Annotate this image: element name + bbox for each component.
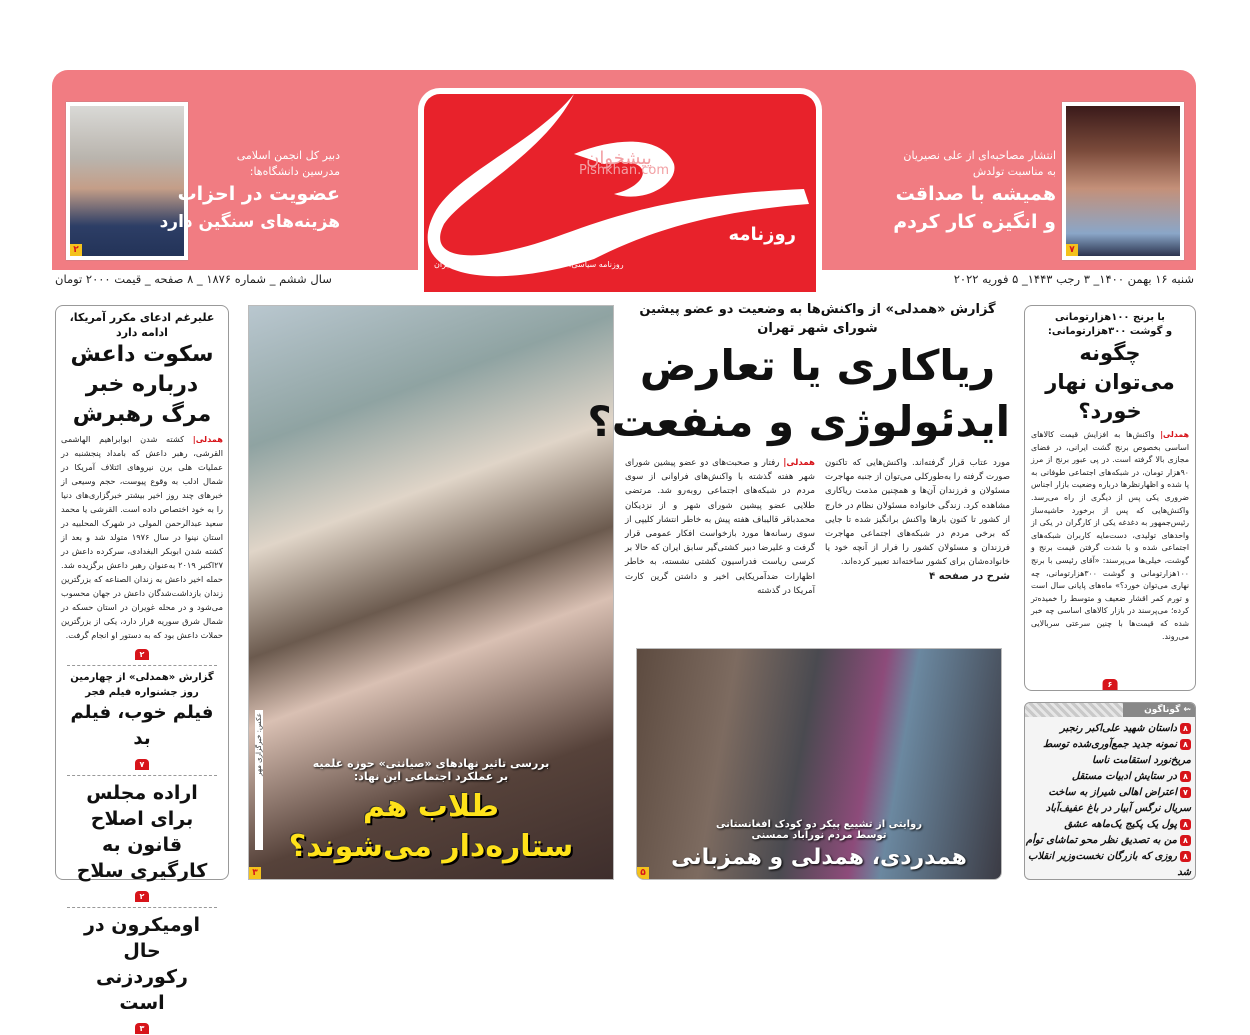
photo-caption: [249, 757, 613, 867]
tag: همدلی|: [192, 434, 223, 444]
lead-story[interactable]: [61, 310, 223, 661]
kicker: انتشار مصاحبه‌ای از علی نصیریان: [903, 149, 1056, 162]
divider: [67, 665, 217, 666]
page-badge: ۲: [70, 244, 82, 256]
misc-item[interactable]: [1025, 849, 1195, 880]
item-text: نمونه جدید جمع‌آوری‌شده توسط مریخ‌نورد استقامت ناسا: [1042, 739, 1191, 766]
misc-item[interactable]: [1025, 833, 1195, 849]
page-badge: ۵: [637, 867, 649, 879]
headline: طلاب هم: [363, 789, 499, 824]
left-header-photo: [66, 102, 188, 260]
main-headline: ایدئولوژی و منفعت؟: [587, 397, 1010, 446]
logo-prefix: روزنامه: [728, 224, 796, 245]
item-text: در ستایش ادبیات مستقل: [1071, 771, 1177, 782]
section-title-text: گوناگون: [1144, 705, 1181, 715]
headline: اراده مجلس برای اصلاح قانون به کارگیری سلاح: [76, 782, 208, 882]
headline: فیلم خوب، فیلم بد: [70, 702, 214, 749]
right-header-photo: [1062, 102, 1184, 260]
page-badge: ۲: [135, 891, 150, 902]
left-column: [55, 305, 229, 1033]
tag: همدلی|: [783, 458, 816, 468]
headline: ستاره‌دار می‌شوند؟: [288, 829, 574, 864]
headline: همدردی، همدلی و همزبانی: [671, 845, 967, 870]
svg-text:Pishkhan.com: Pishkhan.com: [578, 163, 670, 178]
photo-credit: عکس: خبرگزاری مهر: [255, 710, 263, 850]
issue-date: شنبه ۱۶ بهمن ۱۴۰۰_ ۳ رجب ۱۴۴۳_ ۵ فوریه ۲۰۲۲: [953, 272, 1194, 286]
page-badge: ۷: [135, 759, 150, 770]
page-badge: ۲: [135, 649, 150, 660]
news-item[interactable]: [61, 780, 223, 903]
page-badge: ۷: [1066, 244, 1078, 256]
newspaper-logo: [418, 88, 822, 292]
story-photo[interactable]: [636, 648, 1002, 880]
misc-item[interactable]: [1025, 785, 1195, 817]
issue-info: سال ششم _ شماره ۱۸۷۶ _ ۸ صفحه _ قیمت ۲۰۰۰ تومان: [55, 272, 332, 286]
item-text: من به تصدیق نظر محو تماشای توأم: [1025, 835, 1177, 846]
kicker: روایتی از تشییع پیکر دو کودک افغانستانی: [715, 819, 923, 830]
page-number: ۷: [1180, 787, 1191, 798]
headline: عضویت در احزاب: [177, 183, 340, 205]
divider: [67, 907, 217, 908]
page-badge: ۳: [249, 867, 261, 879]
body-text: کشته شدن ابوابراهیم الهاشمی القرشی، رهبر داعش که بامداد پنجشنبه در عملیات هلی برن نیروهای ائتلاف آمریکا در شمال ادلب به وقوع پیوست، حجم وسیعی از خبرهای چند روز اخیر بیشتر خبرگزاری‌های دنیا را به خود اختصاص داده است. القرشی یا محمد سعید عبدالرحمن المولی در شهرک المحلبیه در استان نینوا در سال ۱۹۷۶ متولد شد و بعد از کشته شدن ابوبکر البغدادی، سرکرده داعش در ۲۷اکتبر ۲۰۱۹ به‌عنوان رهبر داعش برگزیده شد. حمله اخیر داعش به زندان الصناعه که بزرگترین زندان بازداشت‌شدگان داعش در جهان محسوب می‌شود و در محله غویران در استان حسکه در شمال شرق سوریه قرار دارد، یکی از بزرگترین حملات داعش بود که به دستور او انجام گرفت.: [61, 434, 223, 640]
kicker: و گوشت ۳۰۰هزارتومانی:: [1047, 326, 1173, 337]
headline: چگونه می‌توان نهار خورد؟: [1045, 341, 1175, 423]
kicker: مدرسین دانشگاه‌ها:: [249, 165, 340, 178]
center-photo-story[interactable]: [248, 305, 614, 880]
page-number: ۸: [1180, 851, 1191, 862]
page-badge: ۶: [1103, 679, 1118, 690]
main-story[interactable]: [587, 300, 1010, 598]
photo-caption: [637, 819, 1001, 875]
misc-item[interactable]: [1025, 721, 1195, 737]
body-text: رفتار و صحبت‌های دو عضو پیشین شورای شهر هفته گذشته با واکنش‌های فراوانی از سوی مردم در شبکه‌های اجتماعی روبه‌رو شد. مرتضی طلایی عضو پیشین شورای شهر و از نزدیکان محمدباقر قالیباف هفته پیش به خاطر انتشار کلیپی از سوی رسانه‌ها مورد بازخواست افکار عمومی قرار گرفت و علیرضا دبیر کشتی‌گیر سابق ایران که حالا بر کرسی ریاست فدراسیون کشتی نشسته، به خاطر اظهارات ضدآمریکایی اخیر و داشتن گرین کارت آمریکا در گذشته: [625, 458, 815, 596]
headline: همیشه با صداقت: [895, 183, 1056, 205]
item-text: پول یک پکیج یک‌ماهه عشق: [1064, 819, 1177, 830]
kicker: گزارش «همدلی» از واکنش‌ها به وضعیت دو عضو پیشین: [639, 302, 996, 317]
right-column-story[interactable]: [1024, 305, 1196, 691]
section-title: ⇜ گوناگون: [1123, 703, 1195, 717]
kicker: شورای شهر تهران: [757, 321, 878, 336]
miscellany-box: [1024, 702, 1196, 880]
page-number: ۸: [1180, 723, 1191, 734]
kicker: دبیر کل انجمن اسلامی: [236, 149, 340, 162]
misc-item[interactable]: [1025, 737, 1195, 769]
body-text: مورد عتاب قرار گرفته‌اند. واکنش‌هایی که تاکنون صورت گرفته را به‌طورکلی می‌توان از جنبه مهاجرت مسئولان و فرزندان آن‌ها و همچنین مذمت ریاکاری مشاهده کرد. زندگی خانواده مسئولان نظام در خارج از کشور تا کنون بارها واکنش برانگیز شده تا جایی که برخی مردم در شبکه‌های اجتماعی مهاجرت فرزندان و مسئولان کشور را فرار از آنچه خود یا خانواده‌شان برای کشور ساخته‌اند تعبیر کرده‌اند.: [825, 458, 1010, 568]
kicker: به مناسبت تولدش: [972, 165, 1056, 178]
news-item[interactable]: [61, 912, 223, 1035]
kicker: توسط مردم نورآباد ممسنی: [751, 830, 887, 841]
page-number: ۸: [1180, 739, 1191, 750]
page-number: ۸: [1180, 819, 1191, 830]
header-right-story[interactable]: [880, 148, 1056, 236]
headline: اومیکرون در حال رکوردزنی است: [83, 914, 201, 1014]
headline: هزینه‌های سنگین دارد: [159, 212, 340, 232]
kicker: علیرغم ادعای مکرر آمریکا، ادامه دارد: [69, 311, 215, 339]
logo-subtitle: روزنامه سیاسی، اقتصادی، اجتماعی و فرهنگی صبح ایران: [434, 260, 624, 269]
item-text: اعتراض اهالی شیراز به ساخت سریال نرگس آبیار در باغ عفیف‌آباد: [1045, 787, 1191, 814]
continued-link[interactable]: شرح در صفحه ۴: [929, 570, 1010, 582]
main-headline: ریاکاری یا تعارض: [639, 341, 996, 390]
svg-text:پیشخوان: پیشخوان: [586, 148, 652, 169]
kicker: بر عملکرد اجتماعی این نهاد:: [353, 770, 509, 783]
news-item[interactable]: [61, 670, 223, 771]
misc-item[interactable]: [1025, 817, 1195, 833]
headline: سکوت داعش درباره خبر مرگ رهبرش: [70, 342, 214, 427]
misc-item[interactable]: [1025, 769, 1195, 785]
item-text: روزی که بازرگان نخست‌وزیر انقلاب شد: [1028, 851, 1191, 878]
kicker: با برنج ۱۰۰هزارتومانی: [1055, 312, 1165, 323]
page-number: ۸: [1180, 771, 1191, 782]
headline: و انگیزه کار کردم: [893, 211, 1056, 233]
kicker: گزارش «همدلی» از چهارمین روز جشنواره فیلم فجر: [70, 672, 214, 698]
item-text: داستان شهید علی‌اکبر رنجبر: [1059, 723, 1177, 734]
header-left-story[interactable]: [159, 148, 340, 236]
body-text: واکنش‌ها به افزایش قیمت کالاهای اساسی بخصوص برنج گشت ایرانی، در فضای مجازی بالا گرفته است. در پی عبور برنج از مرز ۹۰هزار تومان، در شبکه‌های اجتماعی طوفانی به پا شده و اظهارنظرها درباره وضعیت بازار اجناس ضروری یکی پس از دیگری از راه می‌رسد. واکنش‌هایی که پس از برخورد حاشیه‌ساز رئیس‌جمهور به دغدغه یکی از کارگران در یکی از واحدهای تولیدی، دست‌مایه کاربران شبکه‌های اجتماعی شده و با شدت گرفتن قیمت برنج و گوشت، خیلی‌ها می‌پرسند: «آقای رئیسی با برنج ۱۰۰هزارتومانی و گوشت ۳۰۰هزارتومانی، چه نهاری می‌توان خورد؟» ماه‌های پایانی سال است و تورم کمر اقشار ضعیف و متوسط را خمیده‌تر کرده؛ می‌پرسند در بازار کالاهای اساسی چه خبر شده که قیمت‌ها با چنین سرعتی سربالایی می‌روند.: [1031, 430, 1189, 641]
tag: همدلی|: [1160, 430, 1189, 439]
page-badge: ۳: [135, 1023, 150, 1034]
page-number: ۸: [1180, 835, 1191, 846]
kicker: بررسی تاثیر نهادهای «صیانتی» حوزه علمیه: [312, 757, 550, 770]
divider: [67, 775, 217, 776]
